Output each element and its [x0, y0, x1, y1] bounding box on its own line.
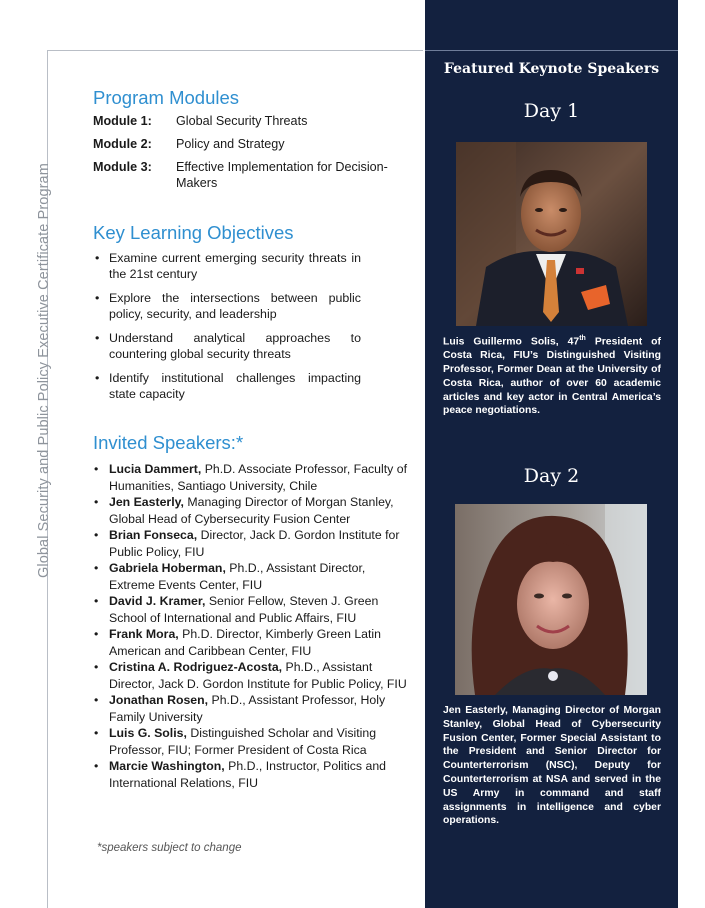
speaker-item — [93, 593, 413, 626]
woman-portrait-image — [455, 504, 647, 695]
module-row — [93, 136, 393, 152]
speaker-name: Brian Fonseca, — [109, 528, 198, 542]
bullet-icon: • — [95, 291, 100, 305]
bullet-icon: • — [94, 462, 99, 476]
speaker-desc: Ph.D., Assistant Director, Jack D. Gordon Institute for Public Policy, FIU — [109, 660, 407, 691]
bullet-icon: • — [94, 594, 99, 608]
speaker-item — [93, 527, 413, 560]
bullet-icon: • — [95, 371, 100, 385]
speaker-name: Gabriela Hoberman, — [109, 561, 226, 575]
keynote-photo-day1 — [456, 142, 647, 326]
objectives-heading: Key Learning Objectives — [93, 222, 294, 243]
speaker-name: David J. Kramer, — [109, 594, 206, 608]
module-name: Effective Implementation for Decision-Makers — [176, 160, 388, 190]
speaker-desc: Ph.D. Associate Professor, Faculty of Humanities, Santiago University, Chile — [109, 462, 407, 493]
speaker-name: Jen Easterly, — [109, 495, 184, 509]
speakers-list — [93, 461, 413, 791]
speaker-item — [93, 461, 413, 494]
keynote-panel — [425, 0, 678, 908]
speaker-item — [93, 560, 413, 593]
bullet-icon: • — [94, 495, 99, 509]
objective-text: Explore the intersections between public policy, security, and leadership — [109, 291, 361, 321]
objective-text: Examine current emerging security threats in the 21st century — [109, 251, 361, 281]
bullet-icon: • — [94, 561, 99, 575]
bullet-icon: • — [94, 693, 99, 707]
speaker-desc: Ph.D. Director, Kimberly Green Latin American and Caribbean Center, FIU — [109, 627, 382, 658]
module-list — [93, 113, 393, 198]
module-label: Module 1: — [93, 114, 152, 128]
panel-divider — [425, 50, 678, 51]
speaker-name: Frank Mora, — [109, 627, 179, 641]
speaker-item — [93, 692, 413, 725]
bullet-icon: • — [94, 759, 99, 773]
speaker-name: Jonathan Rosen, — [109, 693, 209, 707]
objective-item — [93, 330, 361, 362]
speaker-item — [93, 758, 413, 791]
man-portrait-image — [456, 142, 647, 326]
speaker-name: Lucia Dammert, — [109, 462, 202, 476]
speaker-item — [93, 659, 413, 692]
bio-text: President of Costa Rica, FIU’s Distinguished Visiting Professor, Former Dean at the University of Costa Rica, author of over 60 academic articles and key actor in Central America’s peace negotiations. — [443, 336, 661, 417]
module-name: Global Security Threats — [176, 114, 308, 128]
speaker-item — [93, 725, 413, 758]
objective-item — [93, 370, 361, 402]
objective-text: Understand analytical approaches to countering global security threats — [109, 331, 361, 361]
module-row — [93, 159, 393, 191]
speaker-item — [93, 494, 413, 527]
bullet-icon: • — [95, 251, 100, 265]
bullet-icon: • — [95, 331, 100, 345]
top-divider — [47, 50, 423, 51]
bullet-icon: • — [94, 726, 99, 740]
module-name: Policy and Strategy — [176, 137, 285, 151]
speakers-note: *speakers subject to change — [97, 842, 242, 854]
objective-text: Identify institutional challenges impacting state capacity — [109, 371, 361, 401]
speakers-heading: Invited Speakers:* — [93, 432, 244, 453]
keynote-bio-day1 — [443, 332, 661, 418]
speaker-name: Cristina A. Rodriguez-Acosta, — [109, 660, 283, 674]
speaker-desc: Managing Director of Morgan Stanley, Global Head of Cybersecurity Fusion Center — [109, 495, 394, 526]
speaker-desc: Director, Jack D. Gordon Institute for Public Policy, FIU — [109, 528, 400, 559]
speaker-name: Marcie Washington, — [109, 759, 225, 773]
day1-label: Day 1 — [523, 100, 580, 122]
speaker-item — [93, 626, 413, 659]
bullet-icon: • — [94, 627, 99, 641]
program-modules-heading: Program Modules — [93, 87, 240, 108]
speaker-desc: Ph.D., Assistant Director, Extreme Events Center, FIU — [109, 561, 366, 592]
bio-name: Luis Guillermo Solis, — [443, 336, 559, 348]
speaker-desc: Ph.D., Assistant Professor, Holy Family University — [109, 693, 386, 724]
keynote-photo-day2 — [455, 504, 647, 695]
speaker-desc: Ph.D., Instructor, Politics and International Relations, FIU — [109, 759, 387, 790]
objective-item — [93, 250, 361, 282]
objectives-list — [93, 250, 361, 410]
bio-ordinal-suffix: th — [579, 335, 586, 342]
keynote-bio-day2: Jen Easterly, Managing Director of Morgan Stanley, Global Head of Cybersecurity Fusion Center, Former Special Assistant to the President and Senior Director for Counterterrorism (NSC), Deputy for Counterterrorism at NSA and served in the US Army in command and staff assignments in intelligence and cyber operations. — [443, 705, 661, 827]
module-row — [93, 113, 393, 129]
module-label: Module 3: — [93, 160, 152, 174]
speaker-name: Luis G. Solis, — [109, 726, 187, 740]
keynote-heading: Featured Keynote Speakers — [443, 61, 660, 77]
module-label: Module 2: — [93, 137, 152, 151]
objective-item — [93, 290, 361, 322]
bio-ordinal: 47 — [567, 336, 580, 348]
speaker-desc: Senior Fellow, Steven J. Green School of International and Public Affairs, FIU — [109, 594, 379, 625]
program-title-vertical: Global Security and Public Policy Executive Certificate Program — [36, 163, 52, 578]
speaker-desc: Distinguished Scholar and Visiting Professor, FIU; Former President of Costa Rica — [109, 726, 377, 757]
bullet-icon: • — [94, 660, 99, 674]
bullet-icon: • — [94, 528, 99, 542]
day2-label: Day 2 — [523, 465, 580, 487]
